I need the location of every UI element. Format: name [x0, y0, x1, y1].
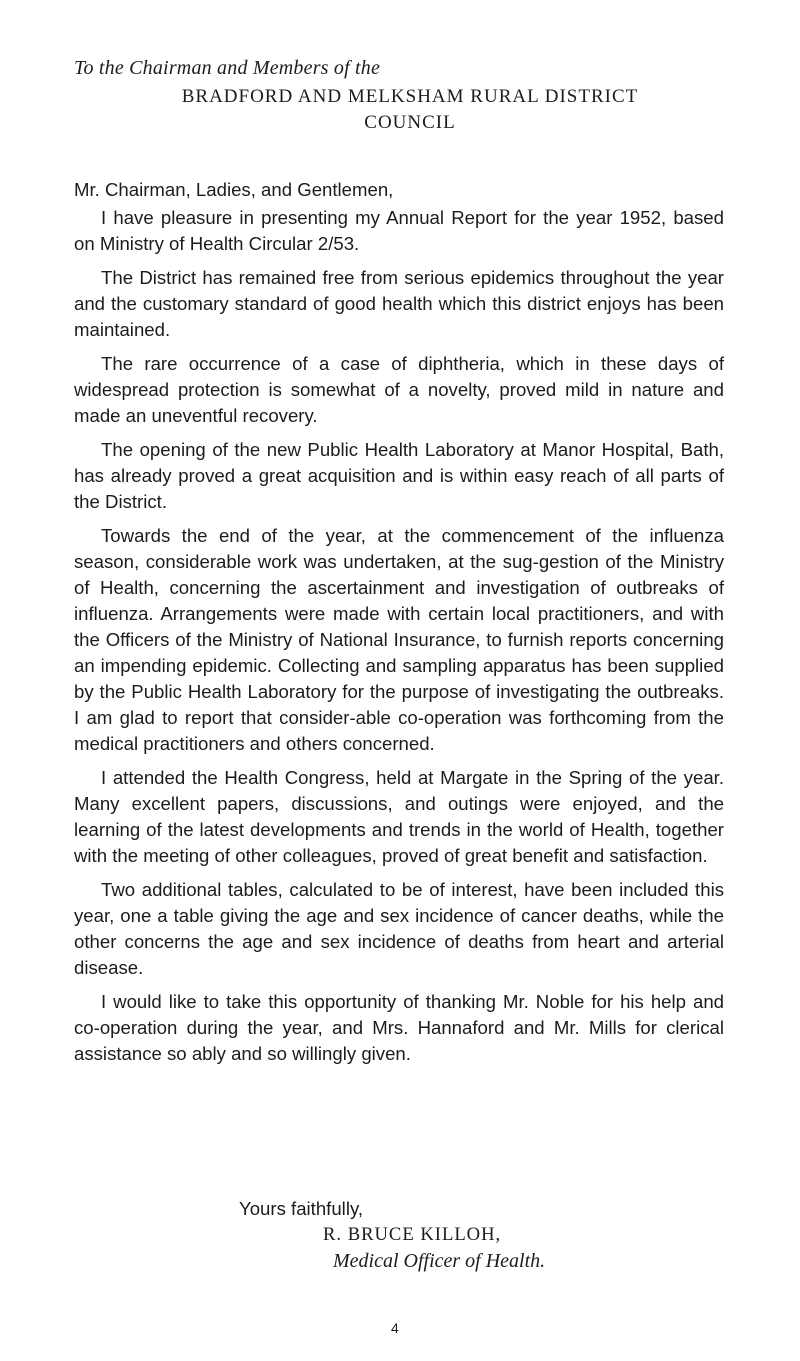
paragraph-influenza: Towards the end of the year, at the commencement of the influenza season, considerable work was undertaken, at the sug-gestion of the Ministry of Health, concerning the ascertainment and investigation of outbreaks of influenza. Arrangements were made with certain local practitioners, and with the Officers of the Ministry of National Insurance, to furnish reports concerning an impending epidemic. Collecting and sampling apparatus has been supplied by the Public Health Laboratory for the purpose of investigating the outbreaks. I am glad to report that consider-able co-operation was forthcoming from the medical practitioners and others concerned. — [74, 525, 724, 754]
paragraph-annual-report: I have pleasure in presenting my Annual Report for the year 1952, based on Ministry of Health Circular 2/53. — [74, 207, 724, 254]
paragraph-epidemics: The District has remained free from serious epidemics throughout the year and the customary standard of good health which this district enjoys has been maintained. — [74, 267, 724, 340]
paragraph-laboratory: The opening of the new Public Health Laboratory at Manor Hospital, Bath, has already proved a great acquisition and is within easy reach of all parts of the District. — [74, 439, 724, 512]
paragraph-thanks: I would like to take this opportunity of thanking Mr. Noble for his help and co-operation during the year, and Mrs. Hannaford and Mr. Mills for clerical assistance so ably and so willingly given. — [74, 991, 724, 1064]
page-number: 4 — [391, 1320, 399, 1336]
letter — [74, 56, 724, 1067]
signature-block — [239, 1196, 659, 1274]
signatory-name: R. BRUCE KILLOH, — [323, 1224, 502, 1245]
salutation: Mr. Chairman, Ladies, and Gentlemen, — [74, 179, 394, 200]
council-name-line-1: BRADFORD AND MELKSHAM RURAL DISTRICT — [181, 86, 639, 107]
paragraph-additional-tables: Two additional tables, calculated to be of interest, have been included this year, one a table giving the age and sex incidence of cancer deaths, while the other concerns the age and sex incidence of deaths from heart and arterial disease. — [74, 879, 724, 978]
paragraph-health-congress: I attended the Health Congress, held at Margate in the Spring of the year. Many excellent papers, discussions, and outings were enjoyed, and the learning of the latest developments and trends in the world of Health, together with the meeting of other colleagues, proved of great benefit and satisfaction. — [74, 767, 724, 866]
council-name-line-2: COUNCIL — [364, 112, 456, 133]
signatory-title: Medical Officer of Health. — [333, 1250, 546, 1272]
closing-line: Yours faithfully, — [239, 1198, 364, 1219]
addressee-line: To the Chairman and Members of the — [74, 57, 381, 79]
paragraph-diphtheria: The rare occurrence of a case of diphtheria, which in these days of widespread protection is somewhat of a novelty, proved mild in nature and made an uneventful recovery. — [74, 353, 724, 426]
